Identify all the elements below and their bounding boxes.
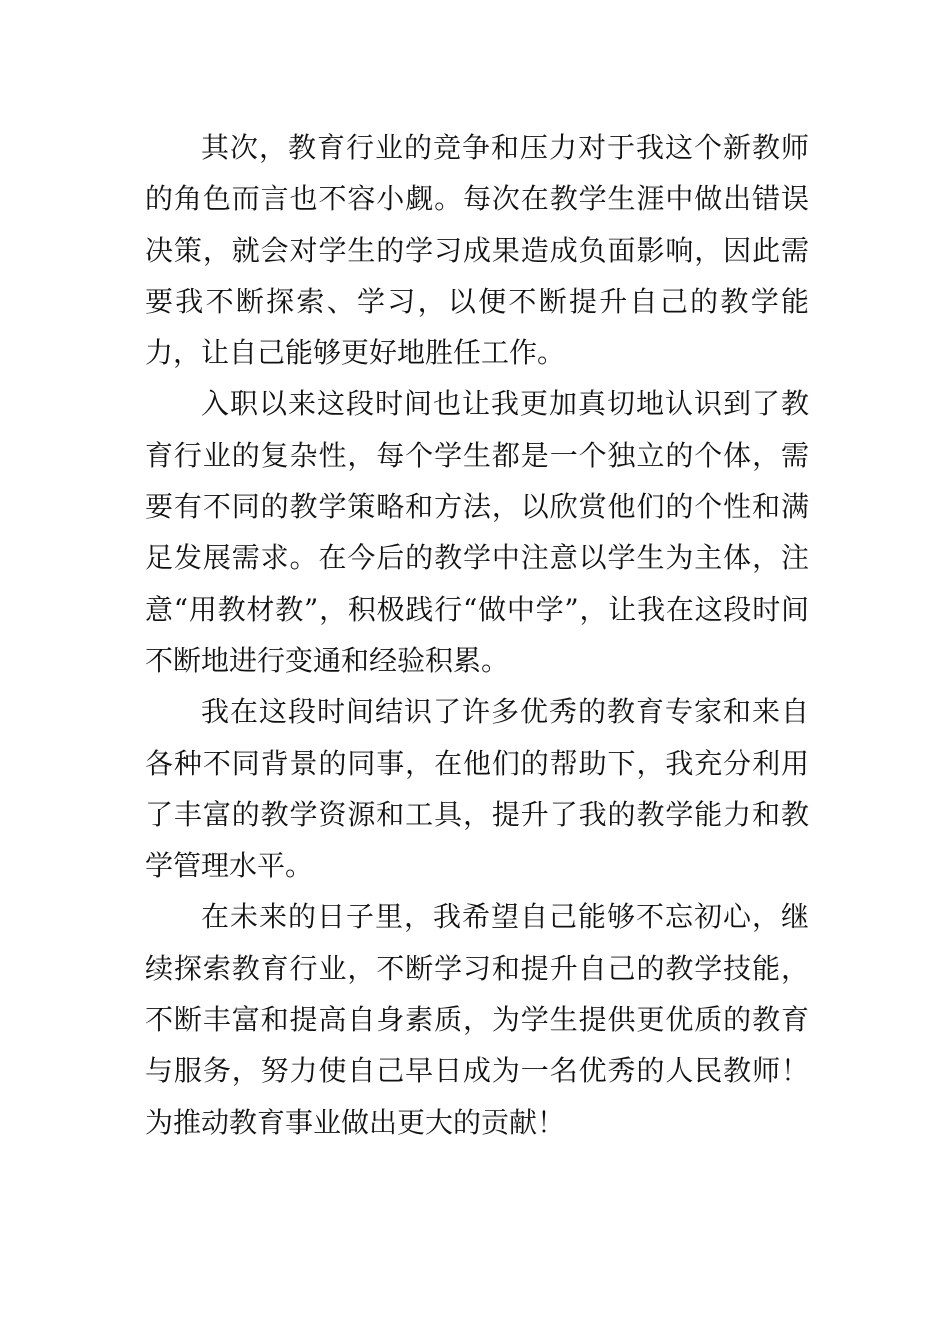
paragraph-1: 其次，教育行业的竞争和压力对于我这个新教师的角色而言也不容小觑。每次在教学生涯中做出错误决策，就会对学生的学习成果造成负面影响，因此需要我不断探索、学习，以便不断提升自己的教学能力，让自己能够更好地胜任工作。: [145, 131, 809, 370]
paragraph-4: 在未来的日子里，我希望自己能够不忘初心，继续探索教育行业，不断学习和提升自己的教学技能，不断丰富和提高自身素质，为学生提供更优质的教育与服务，努力使自己早日成为一名优秀的人民教师！为推动教育事业做出更大的贡献！: [145, 900, 809, 1139]
paragraph-2: 入职以来这段时间也让我更加真切地认识到了教育行业的复杂性，每个学生都是一个独立的个体，需要有不同的教学策略和方法，以欣赏他们的个性和满足发展需求。在今后的教学中注意以学生为主体，注意“用教材教”，积极践行“做中学”，让我在这段时间不断地进行变通和经验积累。: [145, 387, 809, 677]
paragraph-3: 我在这段时间结识了许多优秀的教育专家和来自各种不同背景的同事，在他们的帮助下，我充分利用了丰富的教学资源和工具，提升了我的教学能力和教学管理水平。: [145, 695, 809, 883]
document-body: [145, 122, 809, 1148]
